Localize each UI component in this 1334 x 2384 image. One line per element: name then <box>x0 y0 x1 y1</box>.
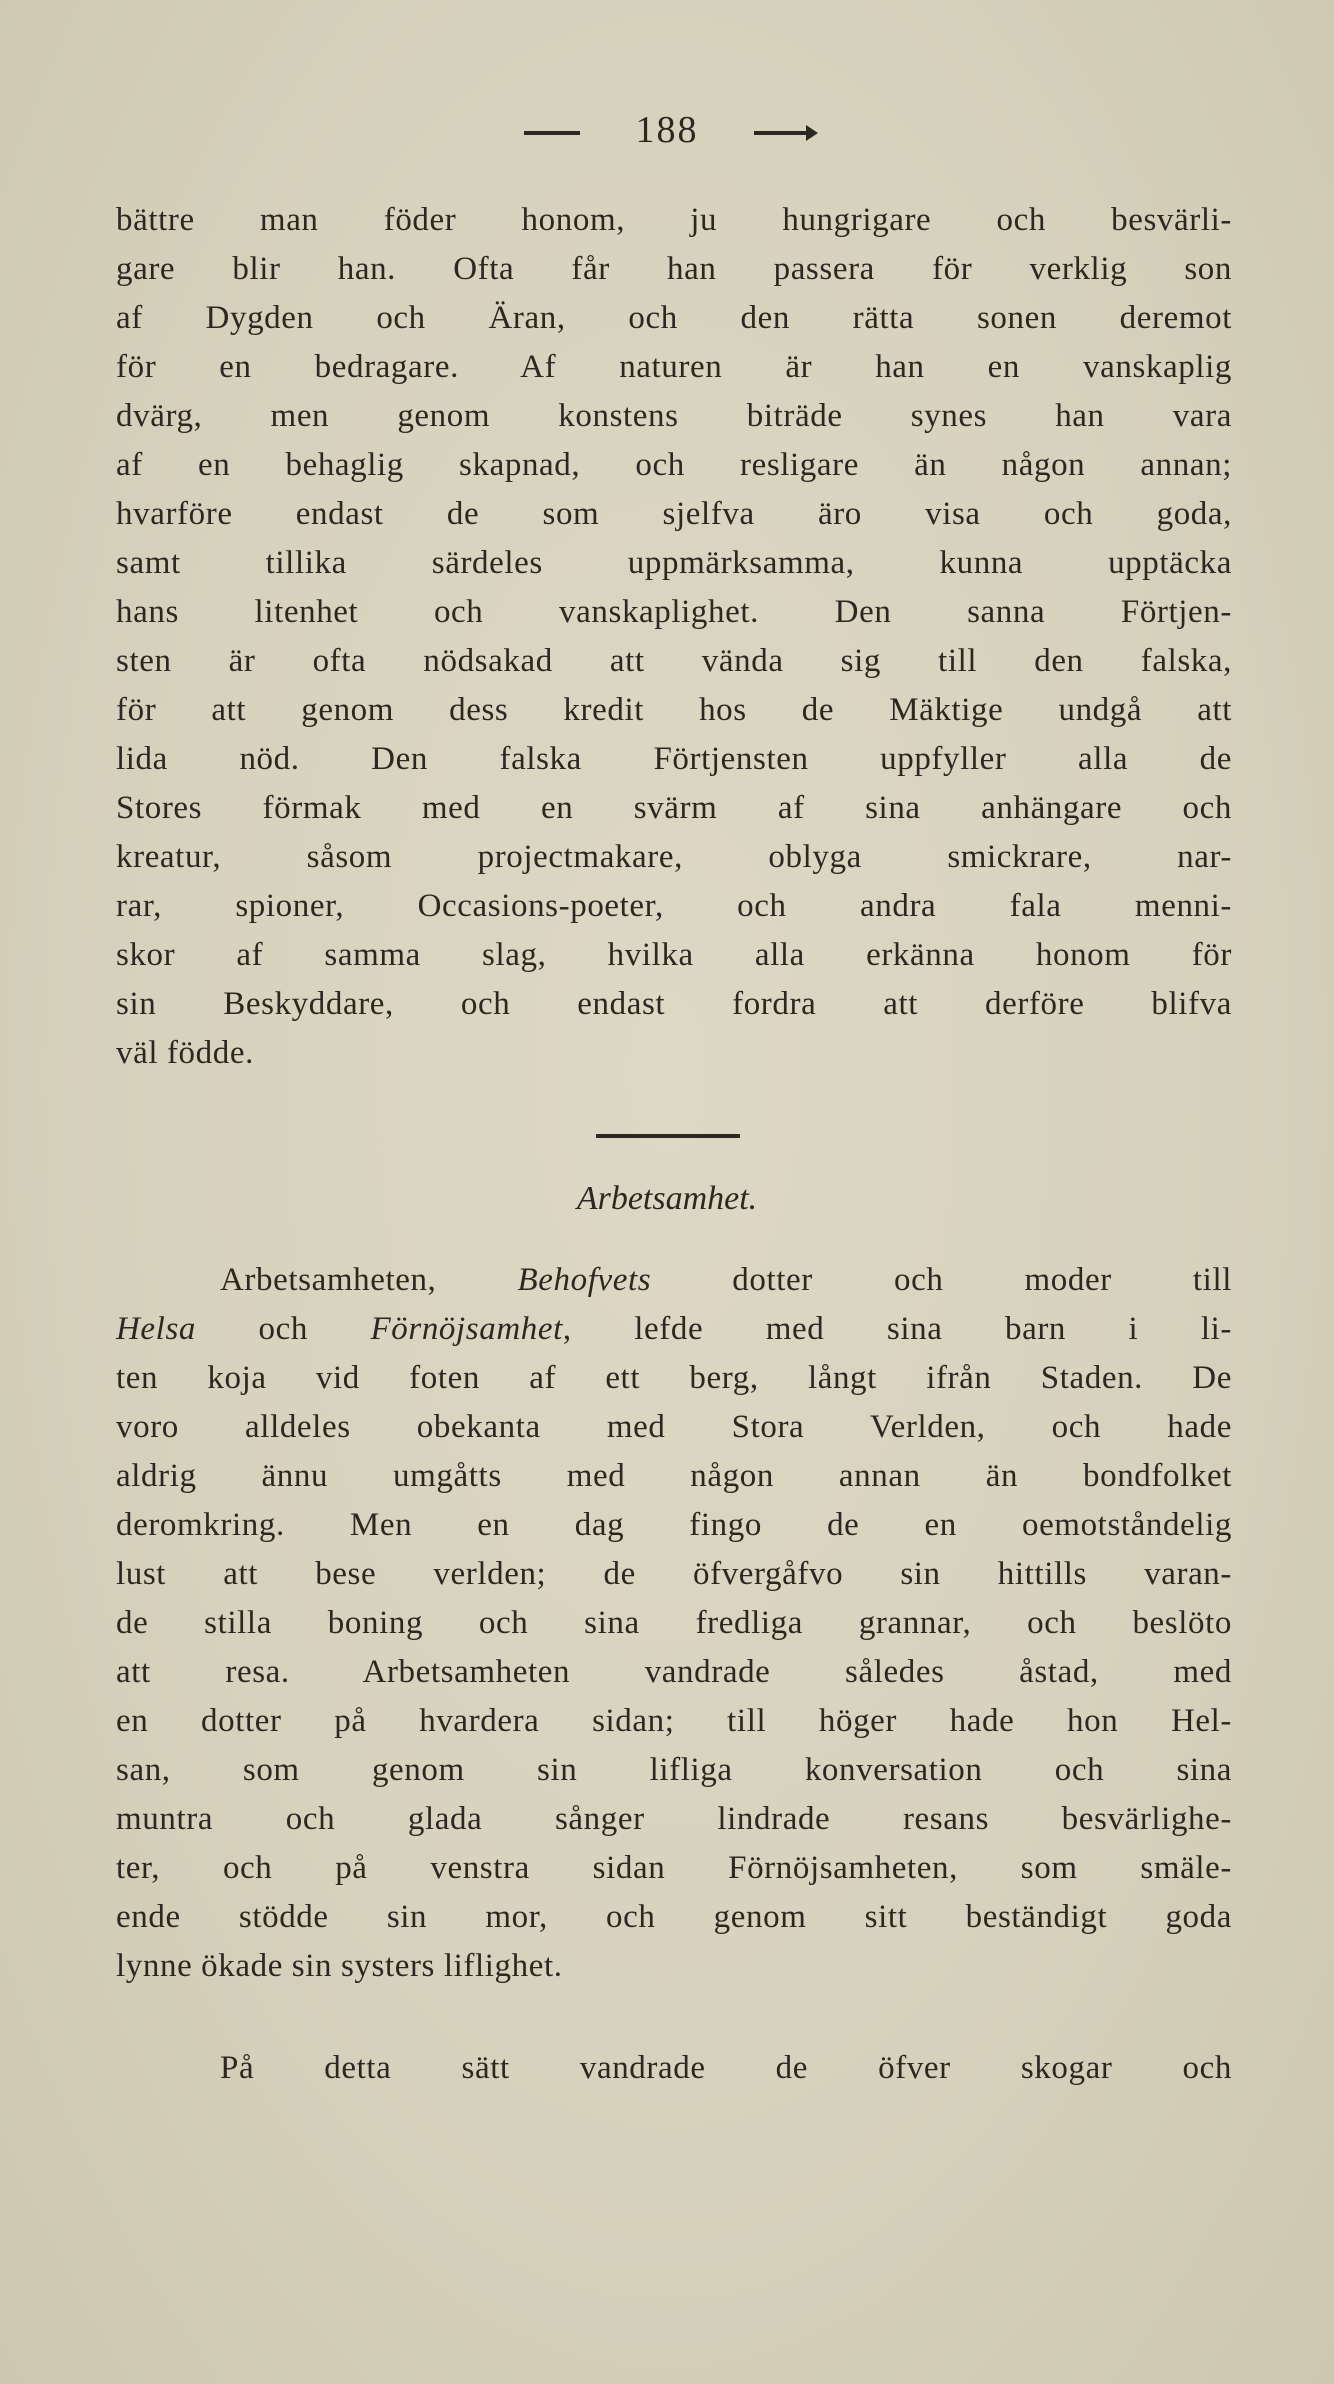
text-line: deromkring. Men en dag fingo de en oemotståndelig <box>116 1507 1232 1543</box>
text-line: lynne ökade sin systers liflighet. <box>116 1948 563 1984</box>
text-line: Stores förmak med en svärm af sina anhängare och <box>116 790 1232 826</box>
text-line: hvarföre endast de som sjelfva äro visa och goda, <box>116 496 1232 532</box>
text-line: af Dygden och Äran, och den rätta sonen deremot <box>116 300 1232 336</box>
text-line: ten koja vid foten af ett berg, långt ifrån Staden. De <box>116 1360 1232 1396</box>
text-line <box>220 1256 1232 1304</box>
text-line: ende stödde sin mor, och genom sitt beständigt goda <box>116 1899 1232 1935</box>
text-line: en dotter på hvardera sidan; till höger hade hon Hel- <box>116 1703 1232 1739</box>
section-divider <box>596 1134 740 1138</box>
italic-term: Förnöjsamhet <box>370 1311 563 1347</box>
text-line: dvärg, men genom konstens biträde synes han vara <box>116 398 1232 434</box>
page-number: 188 <box>635 109 699 151</box>
text-line: för en bedragare. Af naturen är han en vanskaplig <box>116 349 1232 385</box>
text-line: sten är ofta nödsakad att vända sig till den falska, <box>116 643 1232 679</box>
text-line: san, som genom sin lifliga konversation och sina <box>116 1752 1232 1788</box>
text-line: sin Beskyddare, och endast fordra att derföre blifva <box>116 986 1232 1022</box>
header-dash-right <box>754 131 810 135</box>
text-line: de stilla boning och sina fredliga grannar, och beslöto <box>116 1605 1232 1641</box>
text-line: att resa. Arbetsamheten vandrade således åstad, med <box>116 1654 1232 1690</box>
text-line: hans litenhet och vanskaplighet. Den sanna Förtjen- <box>116 594 1232 630</box>
page-header <box>0 108 1334 152</box>
text-line: muntra och glada sånger lindrade resans besvärlighe- <box>116 1801 1232 1837</box>
text-line: bättre man föder honom, ju hungrigare och besvärli- <box>116 202 1232 238</box>
text-run: dotter och moder till <box>651 1262 1232 1298</box>
text-line: voro alldeles obekanta med Stora Verlden, och hade <box>116 1409 1232 1445</box>
text-line: rar, spioner, Occasions-poeter, och andra fala menni- <box>116 888 1232 924</box>
text-run: och <box>196 1311 371 1347</box>
text-line: ter, och på venstra sidan Förnöjsamheten, som smäle- <box>116 1850 1232 1886</box>
text-line: väl födde. <box>116 1035 254 1071</box>
section-title: Arbetsamhet. <box>576 1180 758 1217</box>
text-line: gare blir han. Ofta får han passera för verklig son <box>116 251 1232 287</box>
text-line: lida nöd. Den falska Förtjensten uppfyller alla de <box>116 741 1232 777</box>
italic-term: Helsa <box>116 1311 196 1347</box>
text-line: samt tillika särdeles uppmärksamma, kunna upptäcka <box>116 545 1232 581</box>
text-line: På detta sätt vandrade de öfver skogar och <box>220 2050 1232 2086</box>
text-line <box>116 1305 1232 1353</box>
text-line: lust att bese verlden; de öfvergåfvo sin hittills varan- <box>116 1556 1232 1592</box>
text-line: för att genom dess kredit hos de Mäktige undgå att <box>116 692 1232 728</box>
text-line: kreatur, såsom projectmakare, oblyga smickrare, nar- <box>116 839 1232 875</box>
text-run: Arbetsamheten, <box>220 1262 518 1298</box>
header-dash-left <box>524 131 580 135</box>
text-run: , lefde med sina barn i li- <box>562 1311 1232 1347</box>
text-line: skor af samma slag, hvilka alla erkänna honom för <box>116 937 1232 973</box>
text-line: af en behaglig skapnad, och resligare än någon annan; <box>116 447 1232 483</box>
text-line: aldrig ännu umgåtts med någon annan än bondfolket <box>116 1458 1232 1494</box>
italic-term: Behofvets <box>517 1262 652 1298</box>
